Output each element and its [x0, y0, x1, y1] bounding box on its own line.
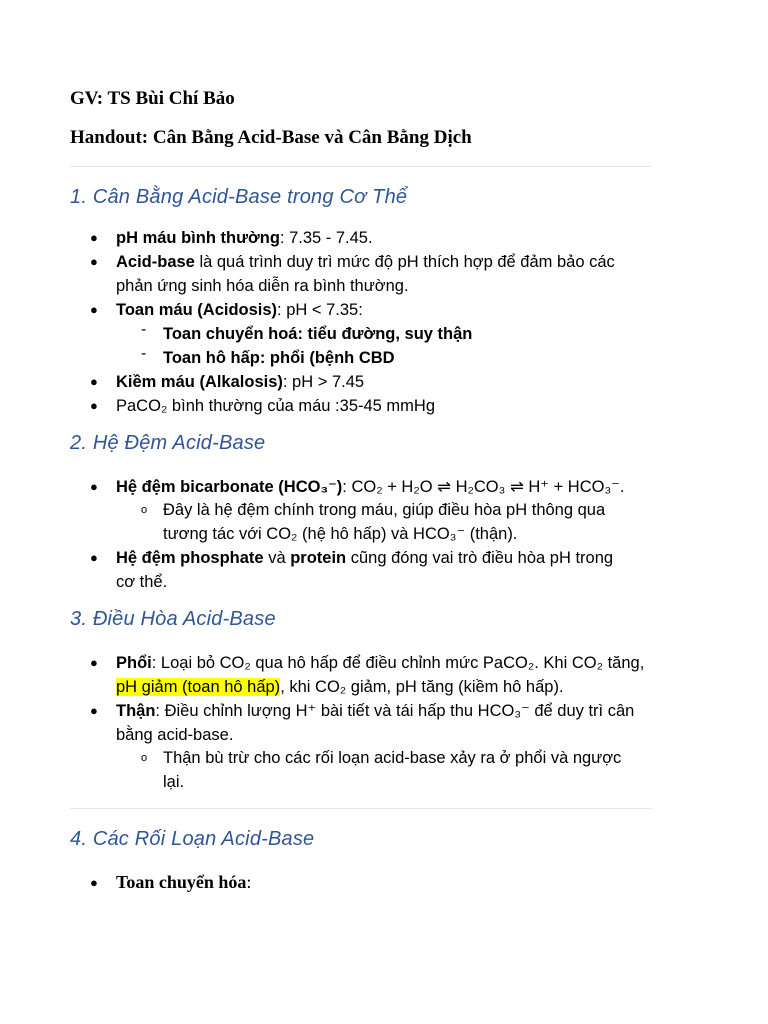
- bullet-icon: ●: [90, 479, 98, 494]
- sub-list-item: Toan hô hấp: phổi (bệnh CBD: [163, 349, 395, 367]
- term: Toan máu (Acidosis): [116, 301, 278, 319]
- dash-icon: -: [141, 345, 147, 362]
- list-item: Hệ đệm phosphate và protein cũng đóng vai trò điều hòa pH trong: [116, 549, 614, 567]
- sub-list-item: Đây là hệ đệm chính trong máu, giúp điều hòa pH thông qua: [163, 501, 606, 519]
- term: Kiềm máu (Alkalosis): [116, 373, 283, 391]
- divider: [70, 166, 652, 167]
- sub-list-item: Thận bù trừ cho các rối loạn acid-base xảy ra ở phổi và ngược: [163, 749, 622, 767]
- sub-list-item-continuation: tương tác với CO₂ (hệ hô hấp) và HCO₃⁻ (thận).: [163, 525, 518, 543]
- bullet-icon: ●: [90, 398, 98, 413]
- term: Acid-base: [116, 253, 195, 271]
- list-item-continuation: cơ thể.: [116, 573, 168, 591]
- divider: [70, 808, 652, 809]
- list-item: Toan chuyển hóa:: [116, 872, 252, 892]
- circle-bullet-icon: o: [141, 504, 148, 516]
- term: pH máu bình thường: [116, 229, 280, 247]
- term: Toan chuyển hóa: [116, 872, 247, 892]
- list-item: Kiềm máu (Alkalosis): pH > 7.45: [116, 373, 365, 391]
- term: Thận: [116, 702, 156, 720]
- circle-bullet-icon: o: [141, 752, 148, 764]
- term: protein: [290, 549, 347, 567]
- list-item: Toan máu (Acidosis): pH < 7.35:: [116, 301, 363, 319]
- highlighted-text: pH giảm (toan hô hấp): [116, 678, 281, 696]
- bullet-icon: ●: [90, 374, 98, 389]
- list-item: Hệ đệm bicarbonate (HCO₃⁻): CO₂ + H₂O ⇌ H₂CO₃ ⇌ H⁺ + HCO₃⁻.: [116, 478, 625, 496]
- handout-title: Handout: Cân Bằng Acid-Base và Cân Bằng Dịch: [70, 127, 472, 148]
- bullet-icon: ●: [90, 655, 98, 670]
- term: Hệ đệm phosphate: [116, 549, 264, 567]
- term: Hệ đệm bicarbonate (HCO₃⁻): [116, 478, 343, 496]
- bullet-icon: ●: [90, 302, 98, 317]
- list-item: Thận: Điều chỉnh lượng H⁺ bài tiết và tái hấp thu HCO₃⁻ để duy trì cân: [116, 702, 635, 720]
- term: Phổi: [116, 654, 152, 672]
- list-item-continuation: bằng acid-base.: [116, 726, 234, 744]
- list-item-continuation: pH giảm (toan hô hấp), khi CO₂ giảm, pH tăng (kiềm hô hấp).: [116, 678, 564, 696]
- teacher-line: GV: TS Bùi Chí Bảo: [70, 88, 235, 109]
- sub-list-item: Toan chuyển hoá: tiểu đường, suy thận: [163, 325, 473, 343]
- section-2-heading: 2. Hệ Đệm Acid-Base: [70, 432, 266, 454]
- section-1-heading: 1. Cân Bằng Acid-Base trong Cơ Thể: [70, 186, 408, 208]
- bullet-icon: ●: [90, 875, 98, 890]
- sub-list-item-continuation: lại.: [163, 773, 185, 791]
- section-4-heading: 4. Các Rối Loạn Acid-Base: [70, 828, 315, 850]
- list-item-continuation: phản ứng sinh hóa diễn ra bình thường.: [116, 277, 409, 295]
- list-item: Acid-base là quá trình duy trì mức độ pH thích hợp để đảm bảo các: [116, 253, 615, 271]
- list-item: pH máu bình thường: 7.35 - 7.45.: [116, 229, 373, 247]
- list-item: Phổi: Loại bỏ CO₂ qua hô hấp để điều chỉnh mức PaCO₂. Khi CO₂ tăng,: [116, 654, 645, 672]
- section-3-heading: 3. Điều Hòa Acid-Base: [70, 608, 276, 630]
- bullet-icon: ●: [90, 230, 98, 245]
- bullet-icon: ●: [90, 550, 98, 565]
- bullet-icon: ●: [90, 254, 98, 269]
- bullet-icon: ●: [90, 703, 98, 718]
- list-item: PaCO₂ bình thường của máu :35-45 mmHg: [116, 397, 436, 415]
- dash-icon: -: [141, 321, 147, 338]
